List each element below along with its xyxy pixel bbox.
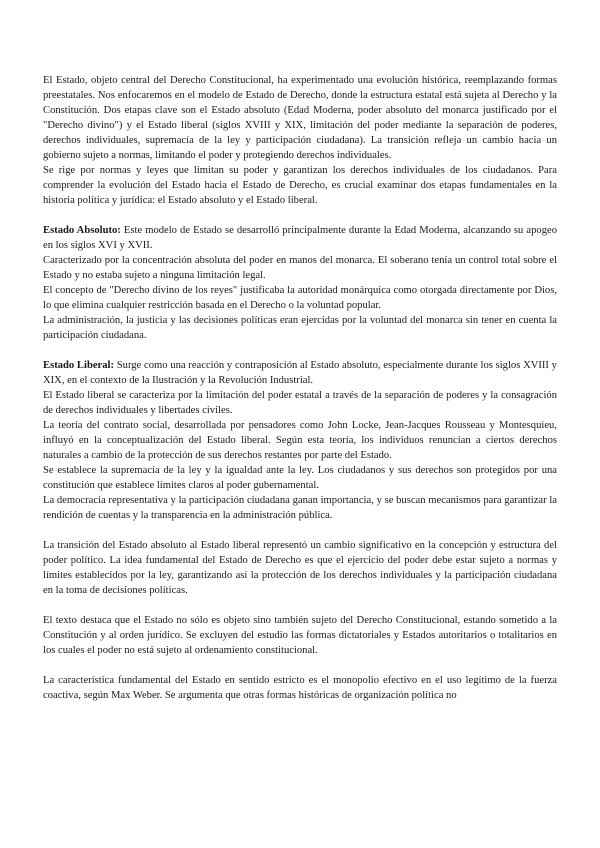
- absoluto-paragraph-2: El concepto de "Derecho divino de los reyes" justificaba la autoridad monárquica como otorgada directamente por Dios, lo que elimina cualquier restricción basada en el Derecho o la voluntad popular.: [43, 285, 557, 311]
- absoluto-paragraph-1: Caracterizado por la concentración absoluta del poder en manos del monarca. El soberano tenía un control total sobre el Estado y no estaba sujeto a ninguna limitación legal.: [43, 255, 557, 281]
- liberal-paragraph-1: El Estado liberal se caracteriza por la limitación del poder estatal a través de la separación de poderes y la consagración de derechos individuales y libertades civiles.: [43, 390, 557, 416]
- sujeto-paragraph: El texto destaca que el Estado no sólo es objeto sino también sujeto del Derecho Constitucional, estando sometido a la Constitución y al orden jurídico. Se excluyen del estudio las formas dictatoriales y Estados autoritarios o totalitarios en los cuales el poder no está sujeto al ordenamiento constitucional.: [43, 615, 557, 656]
- paragraph-spacer: [43, 658, 557, 673]
- transicion-paragraph: La transición del Estado absoluto al Estado liberal representó un cambio significativo en la concepción y estructura del poder político. La idea fundamental del Estado de Derecho es que el ejercicio del poder debe estar sujeto a normas y límites establecidos por la ley, garantizando así la protección de los derechos individuales y la participación ciudadana en la toma de decisiones políticas.: [43, 540, 557, 596]
- liberal-paragraph-2: La teoría del contrato social, desarrollada por pensadores como John Locke, Jean-Jacques Rousseau y Montesquieu, influyó en la conceptualización del Estado liberal. Según esta teoría, los individuos renuncian a ciertos derechos naturales a cambio de la protección de sus derechos restantes por parte del Estado.: [43, 420, 557, 461]
- absoluto-lead-text: Este modelo de Estado se desarrolló principalmente durante la Edad Moderna, alcanzando su apogeo en los siglos XVI y XVII.: [43, 225, 557, 251]
- paragraph-spacer: [43, 598, 557, 613]
- paragraph-spacer: [43, 208, 557, 223]
- intro-paragraph-2: Se rige por normas y leyes que limitan su poder y garantizan los derechos individuales de los ciudadanos. Para comprender la evolución del Estado hacia el Estado de Derecho, es crucial examinar dos etapas fundamentales en la historia política y jurídica: el Estado absoluto y el Estado liberal.: [43, 165, 557, 206]
- liberal-paragraph-4: La democracia representativa y la participación ciudadana ganan importancia, y se buscan mecanismos para garantizar la rendición de cuentas y la transparencia en la administración pública.: [43, 495, 557, 521]
- liberal-lead-text: Surge como una reacción y contraposición al Estado absoluto, especialmente durante los siglos XVIII y XIX, en el contexto de la Ilustración y la Revolución Industrial.: [43, 360, 557, 386]
- intro-paragraph-1: El Estado, objeto central del Derecho Constitucional, ha experimentado una evolución histórica, reemplazando formas preestatales. Nos enfocaremos en el modelo de Estado de Derecho, donde la estructura estatal está sujeta al Derecho y la Constitución. Dos etapas clave son el Estado absoluto (Edad Moderna, poder absoluto del monarca justificado por el "Derecho divino") y el Estado liberal (siglos XVIII y XIX, limitación del poder mediante la separación de poderes, derechos individuales, supremacía de la ley y participación ciudadana). La transición refleja un cambio hacia un gobierno sujeto a normas, limitando el poder y protegiendo derechos individuales.: [43, 75, 557, 161]
- liberal-lead-paragraph: [43, 358, 557, 388]
- document-body: [43, 73, 557, 703]
- liberal-paragraph-3: Se establece la supremacía de la ley y la igualdad ante la ley. Los ciudadanos y sus derechos son protegidos por una constitución que establece límites claros al poder gubernamental.: [43, 465, 557, 491]
- weber-paragraph: La característica fundamental del Estado en sentido estricto es el monopolio efectivo en el uso legítimo de la fuerza coactiva, según Max Weber. Se argumenta que otras formas históricas de organización política no: [43, 675, 557, 701]
- absoluto-lead-paragraph: [43, 223, 557, 253]
- paragraph-spacer: [43, 523, 557, 538]
- liberal-heading: Estado Liberal:: [43, 360, 115, 371]
- paragraph-spacer: [43, 343, 557, 358]
- absoluto-paragraph-3: La administración, la justicia y las decisiones políticas eran ejercidas por la voluntad del monarca sin tener en cuenta la participación ciudadana.: [43, 315, 557, 341]
- absoluto-heading: Estado Absoluto:: [43, 225, 121, 236]
